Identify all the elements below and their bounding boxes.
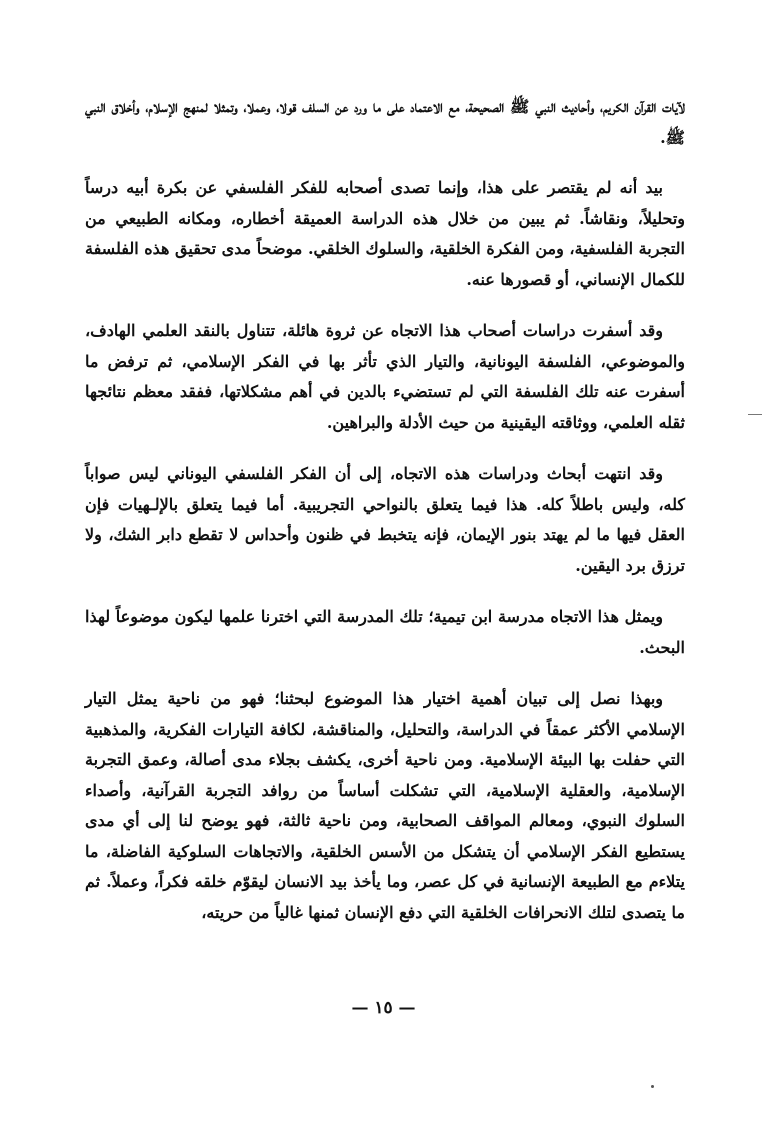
page-number: — ١٥ — — [351, 998, 416, 1018]
margin-mark — [748, 414, 762, 415]
paragraph-philosophy-critique: بيد أنه لم يقتصر على هذا، وإنما تصدى أصحابه للفكر الفلسفي عن بكرة أبيه درساً وتحليلاً، ونقاشاً. ثم يبين من خلال هذه الدراسة العميقة أخطاره، ومكانه الطبيعي من التجربة الفلسفية، ومن الفكرة الخلقية، والسلوك الخلقي. موضحاً مدى تحقيق هذه الفلسفة للكمال الإنساني، أو قصورها عنه. — [85, 178, 685, 289]
paragraph-continuation: لآيات القرآن الكريم، وأحاديث النبي ﷺ الصحيحة، مع الاعتماد على ما ورد عن السلف قولا، وعملا، وتمثلا لمنهج الإسلام، وأخلاق النبي ﷺ. — [85, 97, 685, 147]
paragraph-topic-importance: وبهذا نصل إلى تبيان أهمية اختيار هذا الموضوع لبحثنا؛ فهو من ناحية يمثل التيار الإسلامي الأكثر عمقاً في الدراسة، والتحليل، والمناقشة، لكافة التيارات الفكرية، والمذهبية التي حفلت بها البيئة الإسلامية. ومن ناحية أخرى، يكشف بجلاء مدى أصالة، وعمق التجربة الإسلامية، والعقلية الإسلامية، التي تشكلت أساساً من روافد التجربة القرآنية، وأصداء السلوك النبوي، ومعالم المواقف الصحابية، ومن ناحية ثالثة، فهو يوضح لنا إلى أي مدى يستطيع الفكر الإسلامي أن يتشكل من الأسس الخلقية، والاتجاهات السلوكية الفاضلة، ما يتلاءم مع الطبيعة الإنسانية في كل عصر، وما يأخذ بيد الانسان ليقوّم خلقه فكراً، وعملاً. ثم ما يتصدى لتلك الانحرافات الخلقية التي دفع الإنسان ثمنها غالياً من حريته، — [85, 689, 686, 922]
paragraph-greek-philosophy-verdict: وقد انتهت أبحاث ودراسات هذه الاتجاه، إلى أن الفكر الفلسفي اليوناني ليس صواباً كله، وليس باطلاً كله. هذا فيما يتعلق بالنواحي التجريبية. أما فيما يتعلق بالإلـهيات فإن العقل فيها ما لم يهتد بنور الإيمان، فإنه يتخبط في ظنون وأحداس لا تقطع دابر الشك، ولا ترزق برد اليقين. — [85, 464, 685, 575]
page-body — [85, 92, 685, 928]
scan-speck — [651, 1085, 654, 1088]
paragraph-research-results: وقد أسفرت دراسات أصحاب هذا الاتجاه عن ثروة هائلة، تتناول بالنقد العلمي الهادف، والموضوعي، الفلسفة اليونانية، والتيار الذي تأثر بها في الفكر الإسلامي، ثم ترفض ما أسفرت عنه تلك الفلسفة التي لم تستضيء بالدين في أهم مشكلاتها، ففقد معظم نتائجها ثقله العلمي، ووثاقته اليقينية من حيث الأدلة والبراهين. — [85, 321, 685, 432]
paragraph-ibn-taymiyya-school: ويمثل هذا الاتجاه مدرسة ابن تيمية؛ تلك المدرسة التي اخترنا علمها ليكون موضوعاً لهذا البحث. — [85, 607, 685, 657]
